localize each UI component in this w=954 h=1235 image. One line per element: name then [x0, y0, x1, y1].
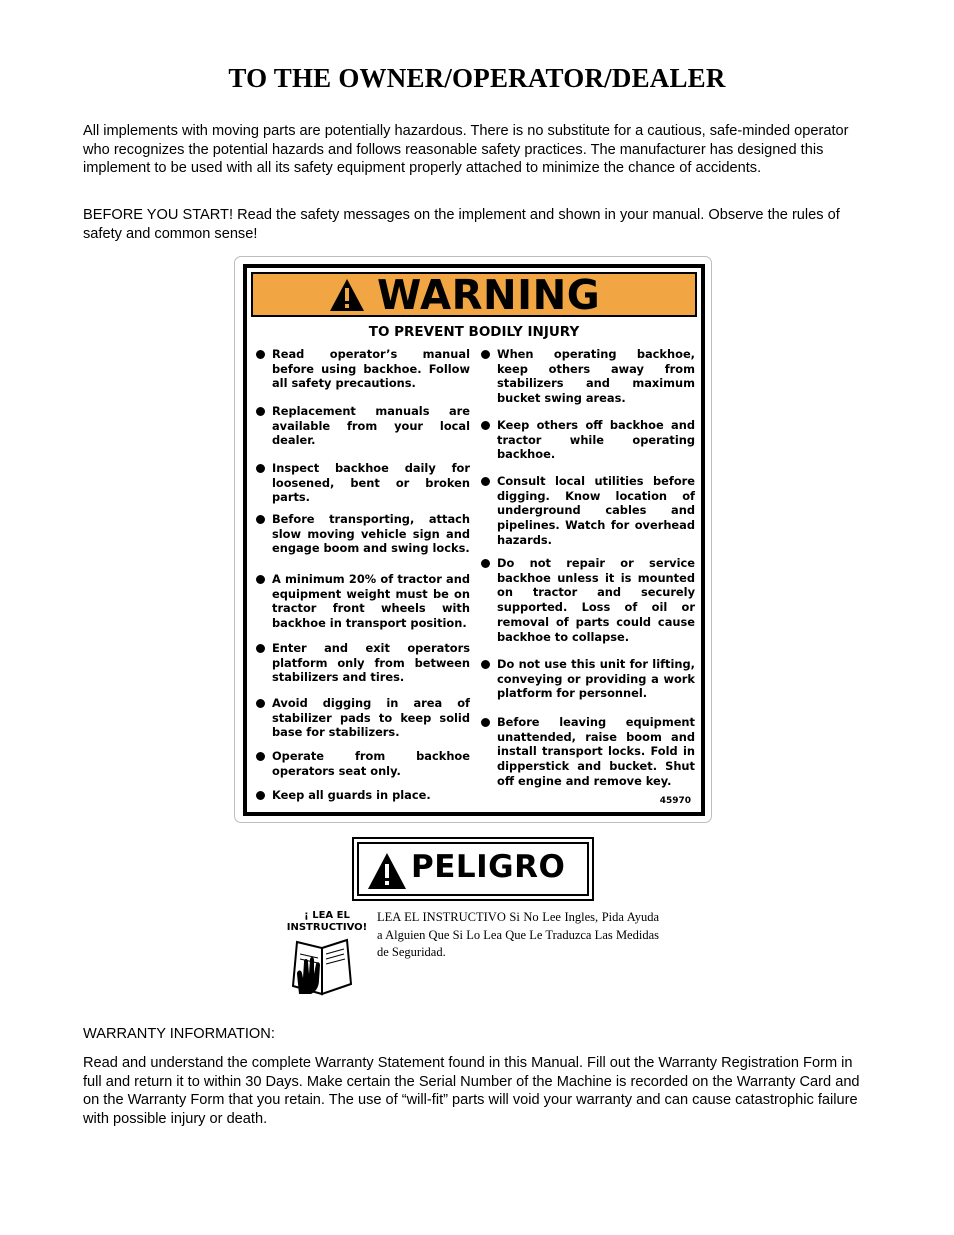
- decal-part-number: 45970: [659, 796, 691, 806]
- manual-reading-icon: [291, 936, 353, 996]
- warning-triangle-icon: [329, 278, 365, 312]
- rule-item: Enter and exit operators platform only from between stabilizers and tires.: [256, 641, 470, 685]
- rule-item: A minimum 20% of tractor and equipment weight must be on tractor front wheels with backhoe in transport position.: [256, 572, 470, 631]
- lea-el-instructivo-label: ¡ LEA EL INSTRUCTIVO!: [286, 910, 368, 933]
- rule-item: Do not repair or service backhoe unless it is mounted on tractor and securely supported. Loss of oil or removal of parts could cause backhoe to collapse.: [481, 556, 695, 644]
- warning-triangle-icon: [367, 852, 407, 890]
- bullet-icon: [256, 791, 265, 800]
- rule-item: Before transporting, attach slow moving vehicle sign and engage boom and swing locks.: [256, 512, 470, 556]
- bullet-icon: [256, 699, 265, 708]
- bullet-icon: [481, 477, 490, 486]
- bullet-icon: [256, 407, 265, 416]
- bullet-icon: [256, 464, 265, 473]
- bullet-icon: [481, 350, 490, 359]
- bullet-icon: [481, 559, 490, 568]
- lea-el-instructivo-text: LEA EL INSTRUCTIVO Si No Lee Ingles, Pida Ayuda a Alguien Que Si Lo Lea Que Le Traduzca Las Medidas de Seguridad.: [377, 910, 659, 960]
- warranty-heading: WARRANTY INFORMATION:: [83, 1026, 275, 1042]
- bullet-icon: [256, 644, 265, 653]
- warning-heading: WARNING: [377, 271, 601, 319]
- bullet-icon: [481, 421, 490, 430]
- warranty-text: Read and understand the complete Warranty Statement found in this Manual. Fill out the Warranty Registration Form in full and return it to within 30 Days. Make certain the Serial Number of the Machine is recorded on the Warranty Card and on the Warranty Form that you retain. The use of “will-fit” parts will void your warranty and can cause catastrophic failure with possible injury or death.: [83, 1055, 860, 1127]
- rule-item: Before leaving equipment unattended, raise boom and install transport locks. Fold in dipperstick and bucket. Shut off engine and remove key.: [481, 715, 695, 789]
- rule-item: Consult local utilities before digging. Know location of underground cables and pipelines. Watch for overhead hazards.: [481, 474, 695, 548]
- bullet-icon: [256, 575, 265, 584]
- bullet-icon: [256, 515, 265, 524]
- rule-item: Read operator’s manual before using backhoe. Follow all safety precautions.: [256, 347, 470, 391]
- rule-item: Replacement manuals are available from your local dealer.: [256, 404, 470, 448]
- intro-paragraph-2: BEFORE YOU START! Read the safety messages on the implement and shown in your manual. Observe the rules of safety and common sense!: [83, 207, 840, 242]
- bullet-icon: [256, 350, 265, 359]
- bullet-icon: [256, 752, 265, 761]
- peligro-heading: PELIGRO: [411, 849, 566, 885]
- bullet-icon: [481, 660, 490, 669]
- peligro-decal: [352, 837, 594, 901]
- page-title: TO THE OWNER/OPERATOR/DEALER: [228, 63, 726, 93]
- rule-item: Keep all guards in place.: [256, 788, 470, 803]
- rule-item: Inspect backhoe daily for loosened, bent or broken parts.: [256, 461, 470, 505]
- rule-item: Operate from backhoe operators seat only.: [256, 749, 470, 778]
- rule-item: Do not use this unit for lifting, conveying or providing a work platform for personnel.: [481, 657, 695, 701]
- rule-item: Avoid digging in area of stabilizer pads to keep solid base for stabilizers.: [256, 696, 470, 740]
- warning-decal: [243, 264, 705, 816]
- rule-item: When operating backhoe, keep others away from stabilizers and maximum bucket swing areas.: [481, 347, 695, 406]
- rule-item: Keep others off backhoe and tractor while operating backhoe.: [481, 418, 695, 462]
- warning-subtitle: TO PREVENT BODILY INJURY: [368, 324, 580, 340]
- bullet-icon: [481, 718, 490, 727]
- warning-band: [251, 272, 697, 317]
- intro-paragraph-1: All implements with moving parts are potentially hazardous. There is no substitute for a cautious, safe-minded operator who recognizes the potential hazards and follows reasonable safety practices. The manufacturer has designed this implement to be used with all its safety equipment properly attached to minimize the chance of accidents.: [83, 123, 849, 177]
